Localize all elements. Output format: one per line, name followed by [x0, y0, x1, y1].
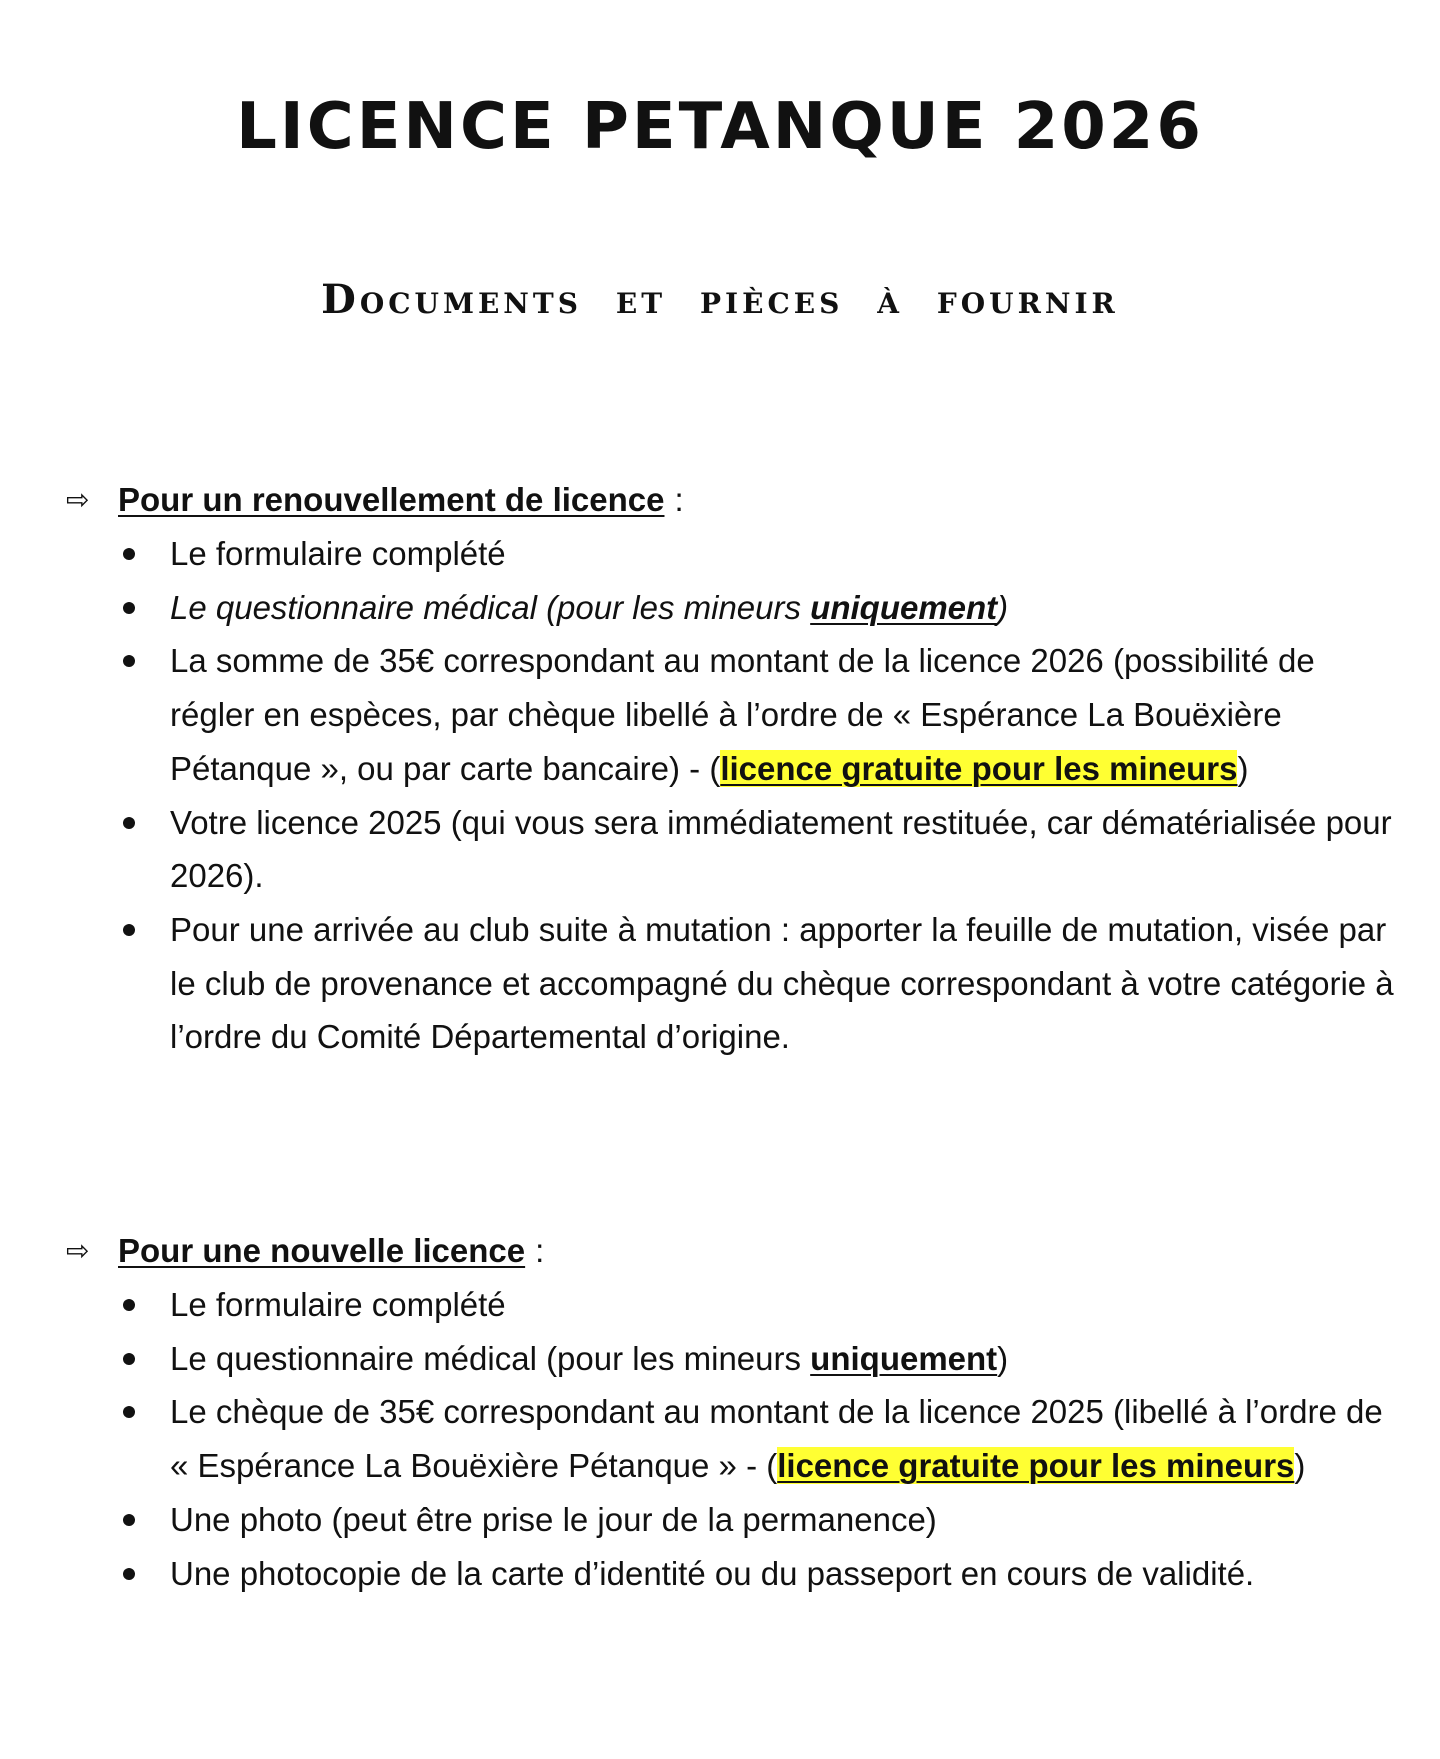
- list-item-text: Votre licence 2025 (qui vous sera immédiatement restituée, car dématérialisée pour 2026).: [170, 803, 1392, 895]
- list-item: [117, 634, 1396, 795]
- list-item-text: Le questionnaire médical (pour les mineurs: [170, 1339, 811, 1377]
- list-item: [117, 903, 1396, 1064]
- arrow-right-outline-icon: ⇨: [66, 483, 90, 516]
- renewal-section: [66, 473, 1396, 1064]
- list-item-text-end: ): [1237, 749, 1249, 787]
- list-item: [117, 1547, 1396, 1601]
- list-item-text: Pour une arrivée au club suite à mutation : apporter la feuille de mutation, visée par le club de provenance et accompagné du chèque correspondant à votre catégorie à l’ordre du Comité Départemental d’origine.: [170, 910, 1394, 1056]
- list-item-text: Une photo (peut être prise le jour de la permanence): [170, 1500, 937, 1538]
- emphasis-text: uniquement: [810, 588, 998, 626]
- list-item: [117, 1278, 1396, 1332]
- bullet-icon: [123, 1568, 135, 1580]
- bullet-icon: [123, 924, 135, 936]
- bullet-icon: [123, 1299, 135, 1311]
- highlighted-text: licence gratuite pour les mineurs: [777, 1447, 1295, 1485]
- bullet-icon: [123, 1406, 135, 1418]
- new-licence-heading-colon: :: [535, 1232, 545, 1269]
- renewal-heading-colon: :: [674, 481, 684, 518]
- bullet-icon: [123, 817, 135, 829]
- renewal-list: [66, 527, 1396, 1064]
- list-item: [117, 527, 1396, 581]
- bullet-icon: [123, 655, 135, 667]
- new-licence-section: [66, 1224, 1396, 1600]
- bullet-icon: [123, 548, 135, 560]
- list-item: [117, 1385, 1396, 1492]
- page-subtitle: Documents et pièces à fournir: [321, 276, 1119, 323]
- bullet-icon: [123, 1353, 135, 1365]
- list-item-text: Le questionnaire médical (pour les mineurs: [170, 588, 811, 626]
- new-licence-heading-row: [66, 1224, 1396, 1278]
- list-item-text-end: ): [997, 588, 1009, 626]
- list-item-text-end: ): [1294, 1447, 1306, 1485]
- bullet-icon: [123, 1514, 135, 1526]
- list-item-text: Le chèque de 35€ correspondant au montant de la licence 2025 (libellé à l’ordre de « Espérance La Bouëxière Pétanque » - (: [170, 1393, 1383, 1485]
- list-item: [117, 796, 1396, 903]
- list-item: [117, 1493, 1396, 1547]
- list-item-text-end: ): [997, 1339, 1009, 1377]
- page-title: LICENCE PETANQUE 2026: [236, 90, 1204, 164]
- renewal-heading: Pour un renouvellement de licence: [118, 481, 665, 518]
- list-item-text: Une photocopie de la carte d’identité ou du passeport en cours de validité.: [170, 1554, 1255, 1592]
- emphasis-text: uniquement: [810, 1339, 998, 1377]
- list-item: [117, 1332, 1396, 1386]
- list-item-text: Le formulaire complété: [170, 1286, 506, 1323]
- arrow-right-outline-icon: ⇨: [66, 1234, 90, 1267]
- list-item-text: Le formulaire complété: [170, 535, 506, 572]
- list-item-text: La somme de 35€ correspondant au montant de la licence 2026 (possibilité de régler en espèces, par chèque libellé à l’ordre de « Espérance La Bouëxière Pétanque », ou par carte bancaire) - (: [170, 642, 1315, 787]
- bullet-icon: [123, 602, 135, 614]
- renewal-heading-row: [66, 473, 1396, 527]
- list-item: [117, 581, 1396, 635]
- new-licence-list: [66, 1278, 1396, 1600]
- highlighted-text: licence gratuite pour les mineurs: [720, 749, 1238, 787]
- new-licence-heading: Pour une nouvelle licence: [118, 1232, 526, 1269]
